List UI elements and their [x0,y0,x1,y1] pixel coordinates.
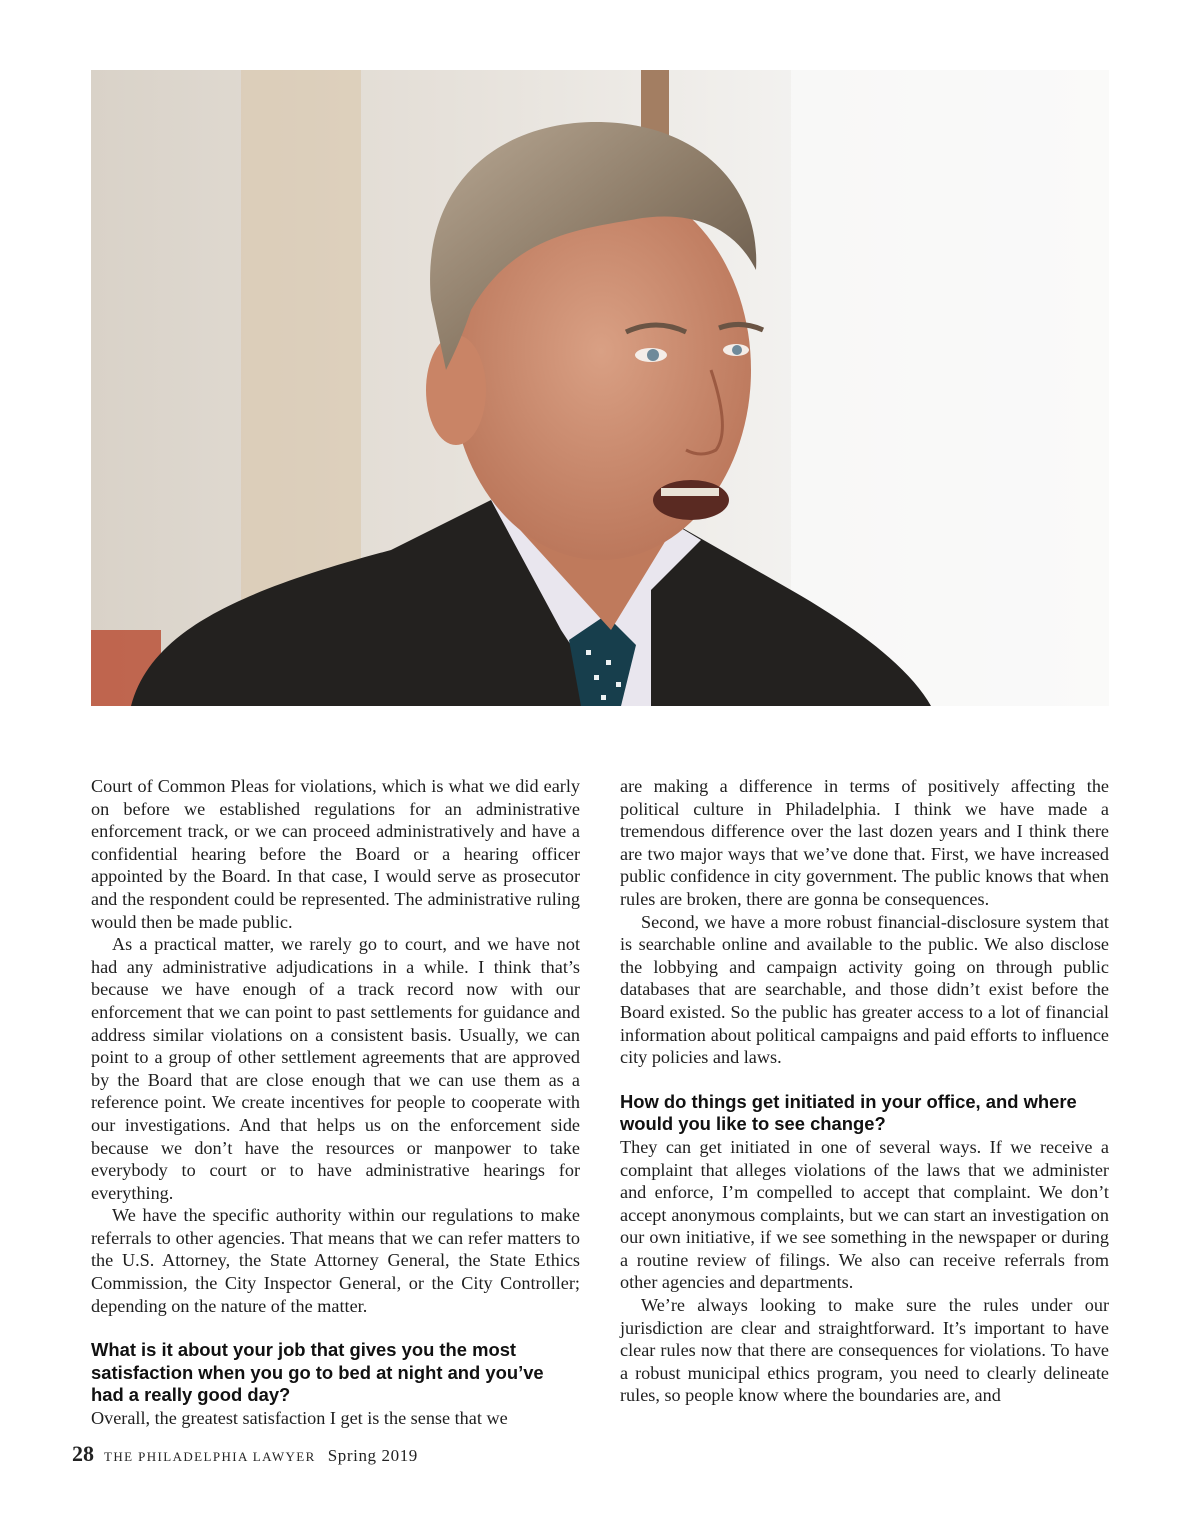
body-paragraph: We’re always looking to make sure the rules under our jurisdiction are clear and straightforward. It’s important to have clear rules now that there are consequences for violations. To have a robust municipal ethics program, you need to clearly delineate rules, so people know where the boundaries are, and [620,1295,1109,1406]
right-column [620,775,1109,1407]
body-paragraph: As a practical matter, we rarely go to court, and we have not had any administrative adjudications in a while. I think that’s because we have enough of a track record now with our enforcement that we can point to past settlements for guidance and address similar violations on a consistent basis. Usually, we can point to a group of other settlement agreements that are approved by the Board that are close enough that we can use them as a reference point. We create incentives for people to cooperate with our investigations. And that helps us on the enforcement side because we don’t have the resources or manpower to take everybody to court or to have administrative hearings for everything. [91,934,580,1203]
page-footer [72,1441,418,1467]
body-paragraph: They can get initiated in one of several ways. If we receive a complaint that alleges violations of the laws that we administer and enforce, I’m compelled to accept that complaint. We don’t accept anonymous complaints, but we can start an investigation on our own initiative, if we see something in the newspaper or during a routine review of filings. We also can receive referrals from other agencies and departments. [620,1136,1109,1293]
body-paragraph: Court of Common Pleas for violations, which is what we did early on before we established regulations for an administrative enforcement track, or we can proceed administratively and have a confidential hearing before the Board or a hearing officer appointed by the Board. In that case, I would serve as prosecutor and the respondent could be represented. The administrative ruling would then be made public. [91,776,580,932]
portrait-photo [91,70,1109,706]
body-paragraph: We have the specific authority within our regulations to make referrals to other agencies. That means that we can refer matters to the U.S. Attorney, the State Attorney General, the State Ethics Commission, the City Inspector General, or the City Controller; depending on the nature of the matter. [91,1205,580,1316]
left-column [91,775,580,1430]
body-paragraph: Overall, the greatest satisfaction I get is the sense that we [91,1408,508,1429]
interview-question: How do things get initiated in your office, and where would you like to see change? [620,1090,1077,1135]
page-number: 28 [72,1441,94,1466]
portrait-illustration [91,70,1109,706]
body-paragraph: Second, we have a more robust financial-disclosure system that is searchable online and available to the public. We also disclose the lobbying and campaign activity going on through public databases that are searchable, and those didn’t exist before the Board existed. So the public has greater access to a lot of financial information about political campaigns and paid efforts to influence city policies and laws. [620,911,1109,1068]
body-paragraph: are making a difference in terms of positively affecting the political culture in Philadelphia. I think we have made a tremendous difference over the last dozen years and I think there are two major ways that we’ve done that. First, we have increased public confidence in city government. The public knows that when rules are broken, there are gonna be consequences. [620,776,1109,909]
issue-date: Spring 2019 [327,1446,418,1465]
publication-name: THE PHILADELPHIA LAWYER [104,1449,316,1464]
interview-question: What is it about your job that gives you the most satisfaction when you go to bed at night and you’ve had a really good day? [91,1339,544,1406]
